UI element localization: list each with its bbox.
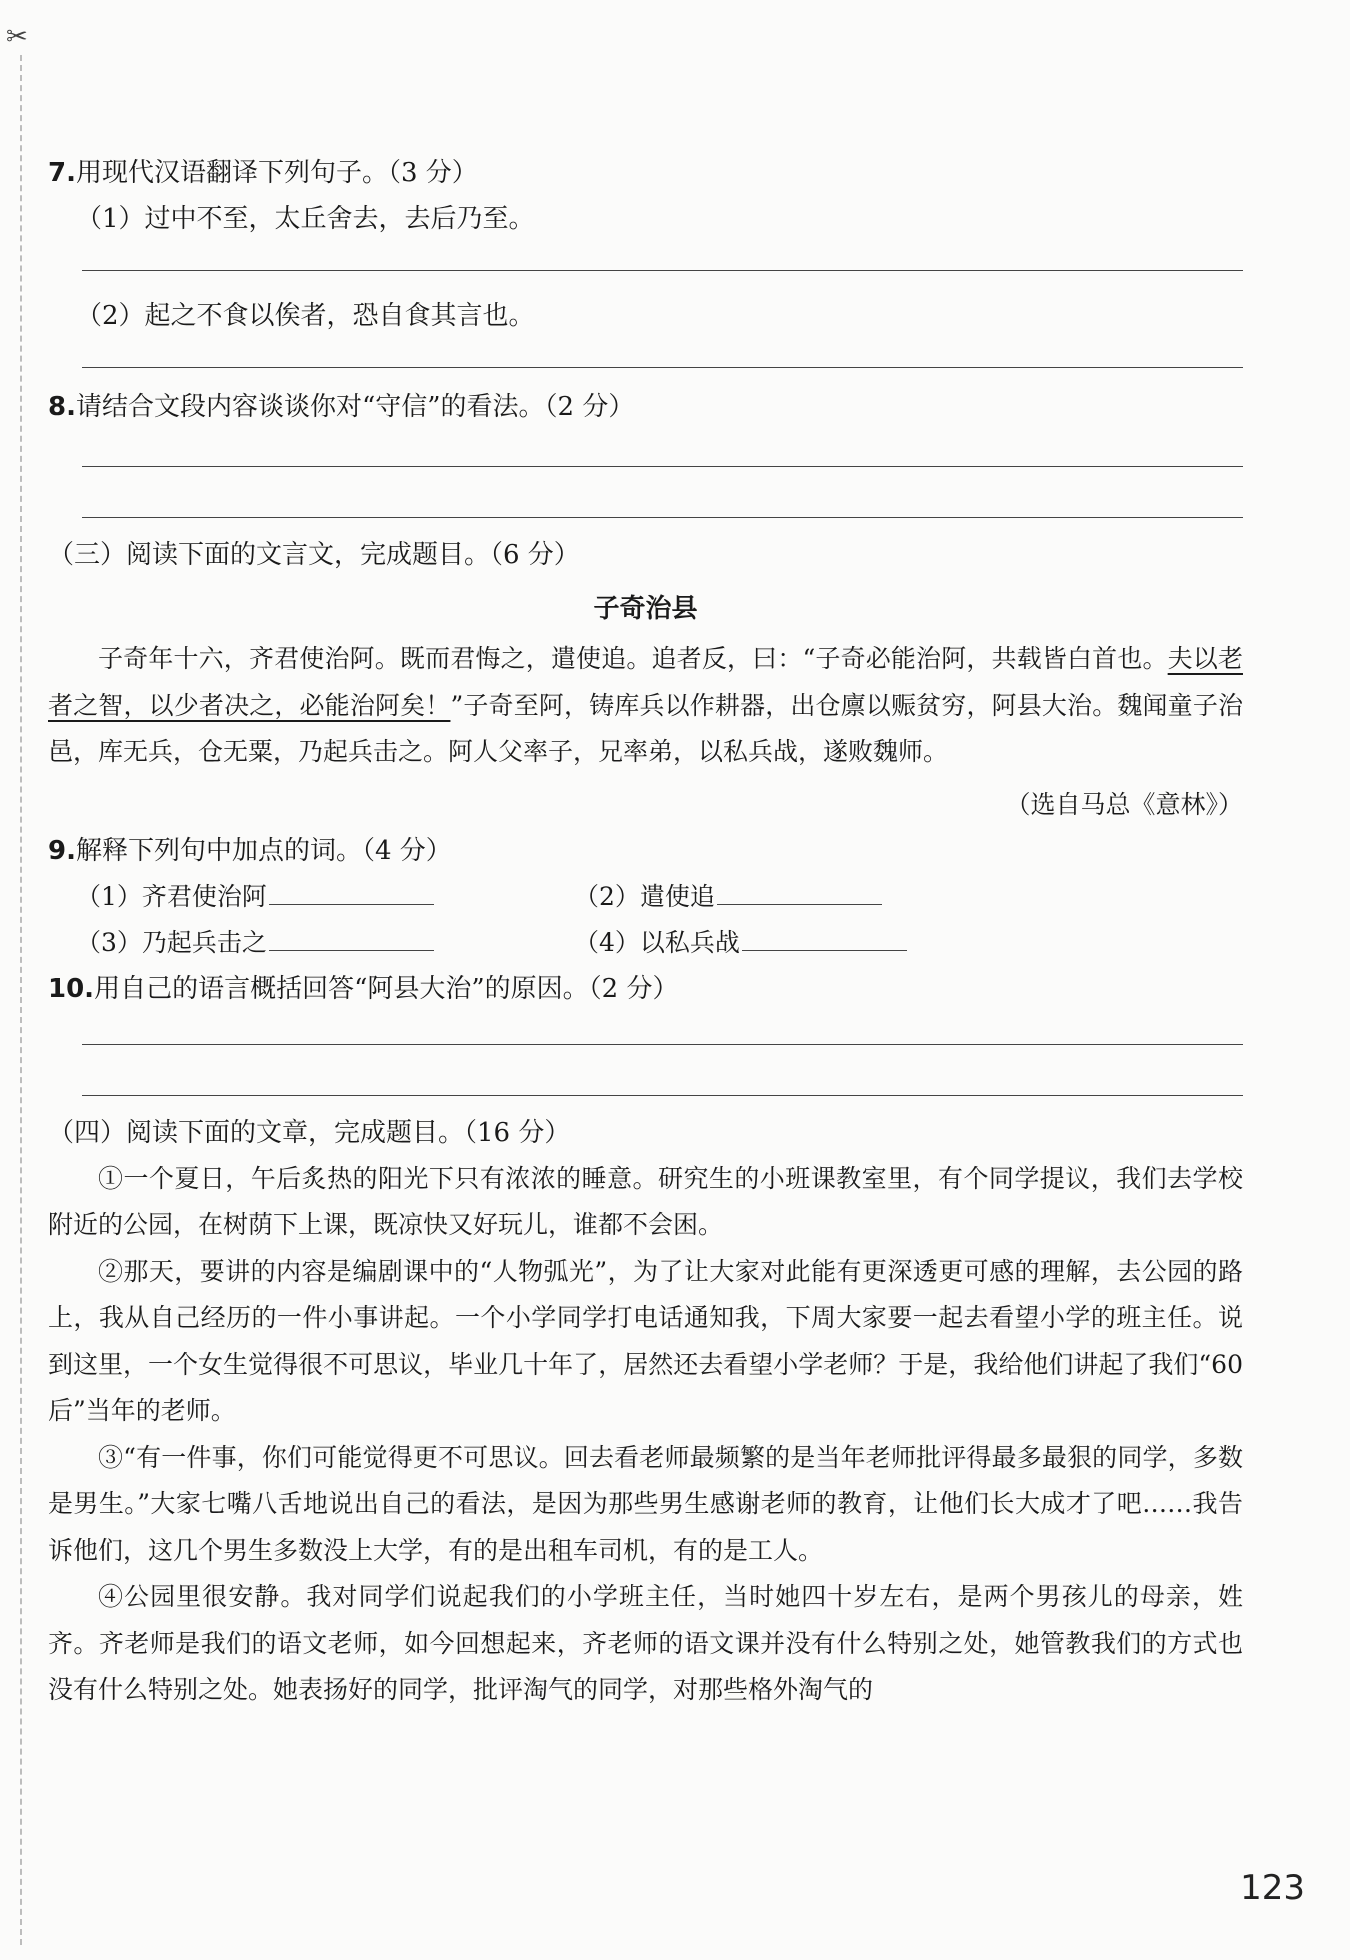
page-number: 123	[1240, 1868, 1305, 1908]
question-9-item: （4）以私兵战	[574, 920, 1072, 966]
answer-line[interactable]	[82, 438, 1243, 467]
question-7: 7.用现代汉语翻译下列句子。（3 分）	[48, 158, 478, 188]
fill-blank[interactable]	[269, 926, 434, 951]
section-4-heading: （四）阅读下面的文章，完成题目。（16 分）	[48, 1117, 571, 1148]
section-3-heading: （三）阅读下面的文言文，完成题目。（6 分）	[48, 540, 580, 570]
question-10: 10.用自己的语言概括回答“阿县大治”的原因。（2 分）	[48, 973, 679, 1004]
answer-line[interactable]	[82, 1016, 1243, 1045]
answer-line[interactable]	[82, 489, 1243, 518]
passage-title: 子奇治县	[593, 594, 698, 624]
answer-line[interactable]	[82, 339, 1243, 368]
question-9-row	[48, 920, 1243, 966]
fill-blank[interactable]	[742, 926, 907, 951]
fill-blank[interactable]	[269, 880, 434, 905]
fill-blank[interactable]	[717, 880, 882, 905]
question-9-item: （3）乃起兵击之	[76, 920, 574, 966]
answer-line[interactable]	[82, 242, 1243, 271]
cut-line	[20, 55, 22, 1945]
question-9-item: （1）齐君使治阿	[76, 874, 574, 920]
question-7-sentence-2: （2）起之不食以俟者，恐自食其言也。	[76, 301, 535, 331]
article-paragraph-1: ①一个夏日，午后炙热的阳光下只有浓浓的睡意。研究生的小班课教室里，有个同学提议，我们去学校附近的公园，在树荫下上课，既凉快又好玩儿，谁都不会困。	[48, 1163, 1243, 1239]
article-paragraph-2: ②那天，要讲的内容是编剧课中的“人物弧光”，为了让大家对此能有更深透更可感的理解，去公园的路上，我从自己经历的一件小事讲起。一个小学同学打电话通知我，下周大家要一起去看望小学的班主任。说到这里，一个女生觉得很不可思议，毕业几十年了，居然还去看望小学老师？于是，我给他们讲起了我们“60 后”当年的老师。	[48, 1256, 1243, 1425]
question-8: 8.请结合文段内容谈谈你对“守信”的看法。（2 分）	[48, 392, 635, 422]
underlined-sentence: 夫以老者之智，以少者决之，必能治阿矣！	[48, 644, 1243, 720]
question-9: 9.解释下列句中加点的词。（4 分）	[48, 835, 452, 866]
article-paragraph-3: ③“有一件事，你们可能觉得更不可思议。回去看老师最频繁的是当年老师批评得最多最狠的同学，多数是男生。”大家七嘴八舌地说出自己的看法，是因为那些男生感谢老师的教育，让他们长大成才了吧……我告诉他们，这几个男生多数没上大学，有的是出租车司机，有的是工人。	[48, 1442, 1243, 1565]
question-7-sentence-1: （1）过中不至，太丘舍去，去后乃至。	[76, 204, 535, 234]
page-content	[48, 150, 1243, 1714]
article-paragraph-4: ④公园里很安静。我对同学们说起我们的小学班主任，当时她四十岁左右，是两个男孩儿的母亲，姓齐。齐老师是我们的语文老师，如今回想起来，齐老师的语文课并没有什么特别之处，她管教我们的方式也没有什么特别之处。她表扬好的同学，批评淘气的同学，对那些格外淘气的	[48, 1582, 1243, 1704]
classical-passage: 子奇年十六，齐君使治阿。既而君悔之，遣使追。追者反，曰：“子奇必能治阿，共载皆白首也。夫以老者之智，以少者决之，必能治阿矣！”子奇至阿，铸库兵以作耕器，出仓廪以赈贫穷，阿县大治。魏闻童子治邑，库无兵，仓无粟，乃起兵击之。阿人父率子，兄率弟，以私兵战，遂败魏师。	[48, 644, 1243, 766]
answer-line[interactable]	[82, 1067, 1243, 1096]
question-9-row	[48, 874, 1243, 920]
question-9-item: （2）遣使追	[574, 874, 1072, 920]
passage-source: （选自马总《意林》）	[1005, 789, 1243, 819]
scissors-icon: ✂	[6, 22, 28, 52]
